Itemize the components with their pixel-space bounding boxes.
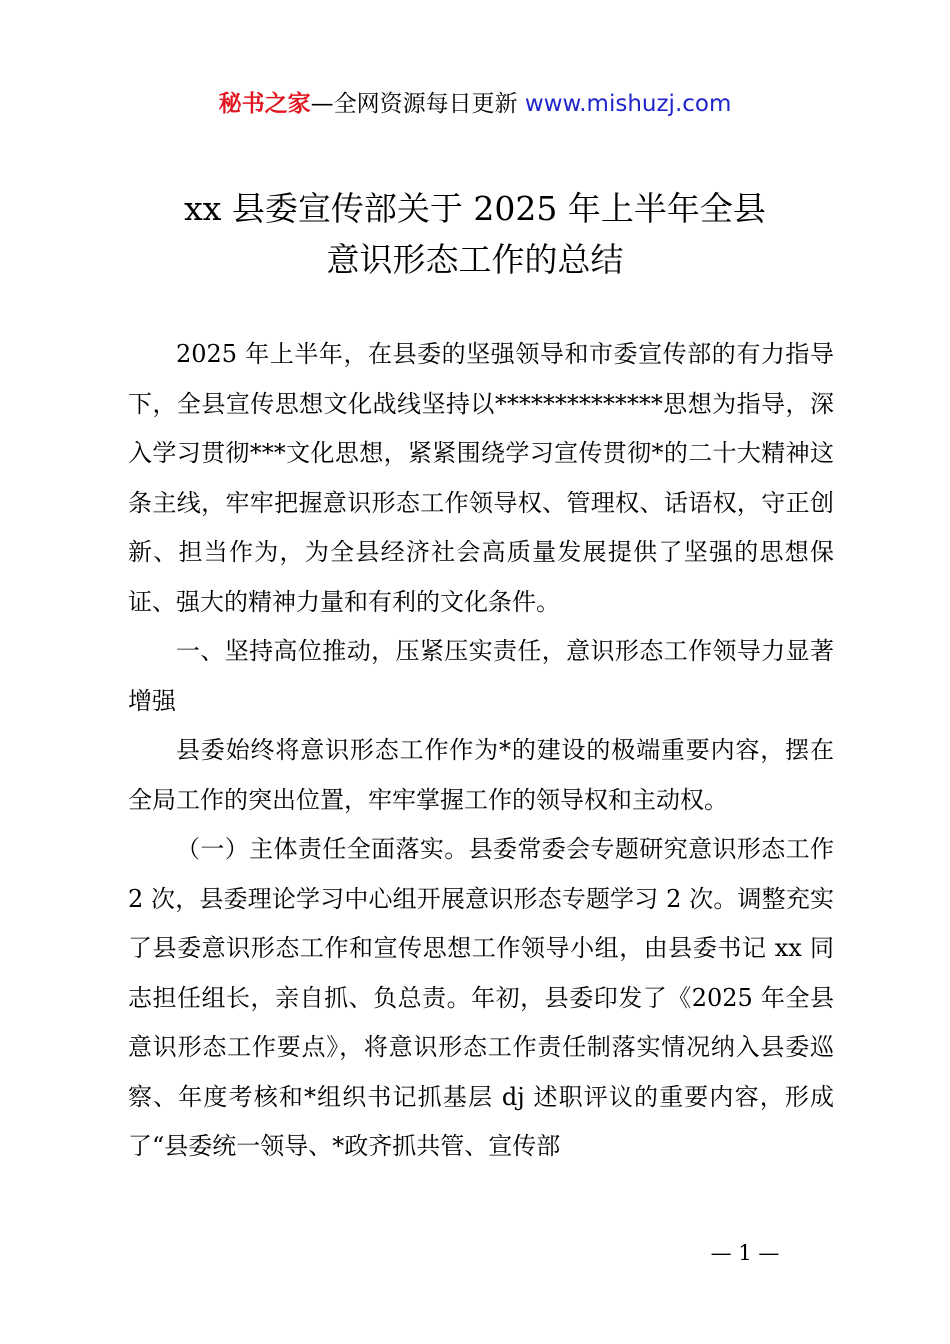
paragraph-subsection-1: （一）主体责任全面落实。县委常委会专题研究意识形态工作 2 次，县委理论学习中心组开展意识形态专题学习 2 次。调整充实了县委意识形态工作和宣传思想工作领导小组，由县委书记 xx 同志担任组长，亲自抓、负总责。年初，县委印发了《2025 年全县意识形态工作要点》，将意识形态工作责任制落实情况纳入县委巡察、年度考核和*组织书记抓基层 dj 述职评议的重要内容，形成了“县委统一领导、*政齐抓共管、宣传部 — [128, 835, 834, 1160]
banner-slogan: —全网资源每日更新 — [310, 91, 525, 117]
page-number: — 1 — — [710, 1241, 780, 1265]
document-body — [128, 330, 834, 1172]
paragraph-section-1-intro: 县委始终将意识形态工作作为*的建设的极端重要内容，摆在全局工作的突出位置，牢牢掌握工作的领导权和主动权。 — [128, 736, 834, 814]
title-line-1: xx 县委宣传部关于 2025 年上半年全县 — [184, 189, 766, 228]
paragraph-intro: 2025 年上半年，在县委的坚强领导和市委宣传部的有力指导下，全县宣传思想文化战线坚持以**************思想为指导，深入学习贯彻***文化思想，紧紧围绕学习宣传贯彻*的二十大精神这条主线，牢牢把握意识形态工作领导权、管理权、话语权，守正创新、担当作为，为全县经济社会高质量发展提供了坚强的思想保证、强大的精神力量和有利的文化条件。 — [128, 340, 834, 616]
brand-name: 秘书之家 — [218, 91, 311, 117]
site-banner — [0, 88, 950, 120]
title-line-2: 意识形态工作的总结 — [326, 240, 624, 279]
section-heading-1: 一、坚持高位推动，压紧压实责任，意识形态工作领导力显著增强 — [128, 637, 834, 715]
banner-url[interactable]: www.mishuzj.com — [524, 91, 732, 117]
document-title — [0, 183, 950, 285]
